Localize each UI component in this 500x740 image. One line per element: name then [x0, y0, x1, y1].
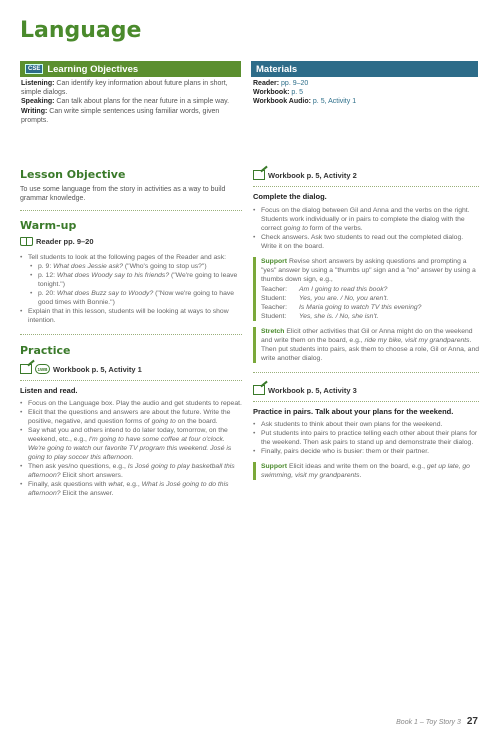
material-workbook-audio: Workbook Audio: p. 5, Activity 1	[253, 98, 357, 106]
activity-3-subhead: Practice in pairs. Talk about your plans for the weekend.	[253, 407, 454, 416]
warm-up-resource: Reader pp. 9–20	[20, 237, 242, 246]
workbook-icon	[20, 364, 32, 374]
stretch-box	[253, 327, 479, 363]
activity-2-list	[253, 206, 479, 251]
list-item: • Tell students to look at the following pages of the Reader and ask:	[20, 253, 242, 262]
list-item: • p. 20: What does Buzz say to Woody? ("Now we're going to have good times with Bonnie.")	[20, 289, 242, 307]
list-item: • Focus on the Language box. Play the audio and get students to repeat.	[20, 399, 242, 408]
list-item: • Finally, ask questions with what, e.g., What is José going to do this afternoon? Elicit the answer.	[20, 480, 242, 498]
dialog-line: Teacher: Is Maria going to watch TV this evening?	[261, 304, 422, 311]
divider	[20, 334, 242, 335]
divider	[20, 380, 242, 381]
list-item: • p. 9: What does Jessie ask? ("Who's going to stop us?")	[20, 262, 242, 271]
divider	[253, 401, 479, 402]
list-item: • Check answers. Ask two students to read out the completed dialog. Write it on the board.	[253, 233, 479, 251]
warm-up-heading: Warm-up	[20, 219, 77, 233]
practice-heading: Practice	[20, 344, 71, 358]
divider	[20, 210, 242, 211]
list-item: • Focus on the dialog between Gil and Anna and the verbs on the right. Students work individually or in pairs to complete the dialog with the correct going to form of the verbs.	[253, 206, 479, 233]
list-item: • p. 12: What does Woody say to his friends? ("We're going to leave tonight.")	[20, 271, 242, 289]
support-box	[253, 257, 479, 321]
activity-3-list	[253, 420, 479, 456]
list-item: • Put students into pairs to practice telling each other about their plans for the weekend. Then ask pairs to stand up and demonstrate their dialog.	[253, 429, 479, 447]
cse-badge: CSE	[25, 64, 43, 74]
learning-objectives-header	[20, 61, 241, 77]
list-item: • Then ask yes/no questions, e.g., Is José going to play basketball this afternoon? Elicit short answers.	[20, 462, 242, 480]
practice-subhead: Listen and read.	[20, 386, 78, 396]
workbook-icon	[253, 385, 265, 395]
activity-2-resource: Workbook p. 5, Activity 2	[253, 170, 479, 180]
material-workbook: Workbook: p. 5	[253, 89, 304, 97]
activity-2-subhead: Complete the dialog.	[253, 192, 327, 201]
divider	[253, 372, 479, 373]
book-title: Book 1 – Toy Story 3	[396, 719, 461, 726]
list-item: • Explain that in this lesson, students will be looking at ways to show intention.	[20, 307, 242, 325]
warm-up-list	[20, 253, 242, 325]
page-number: 27	[466, 716, 478, 727]
lesson-objective-text: To use some language from the story in activities as a way to build grammar knowledge.	[20, 186, 226, 203]
dialog-line: Student: Yes, you are. / No, you aren't.	[261, 295, 389, 302]
practice-resource: 1WB Workbook p. 5, Activity 1	[20, 364, 242, 374]
objective-listening: Listening: Can identify key information about future plans in short, simple dialogs.	[21, 80, 228, 97]
divider	[253, 186, 479, 187]
material-reader: Reader: pp. 9–20	[253, 80, 309, 87]
dialog-line: Student: Yes, she is. / No, she isn't.	[261, 313, 379, 320]
audio-icon: 1WB	[35, 364, 50, 374]
activity-3-resource: Workbook p. 5, Activity 3	[253, 385, 479, 395]
page-footer	[396, 716, 478, 727]
dialog-line: Teacher: Am I going to read this book?	[261, 286, 388, 293]
left-column	[20, 168, 242, 498]
support-text: Support Revise short answers by asking questions and prompting a "yes" answer by using a "thumbs up" sign and a "no" answer by using a thumbs down sign, e.g.,	[261, 258, 476, 283]
learning-objectives-list	[21, 79, 241, 125]
list-item: • Finally, pairs decide who is busier: them or their partner.	[253, 447, 479, 456]
materials-header: Materials	[251, 61, 478, 77]
support-text: Support Elicit ideas and write them on the board, e.g., get up late, go swimming, visit my grandparents.	[261, 463, 470, 479]
lesson-objective-heading: Lesson Objective	[20, 168, 126, 181]
right-column	[253, 170, 479, 480]
stretch-text: Stretch Elicit other activities that Gil or Anna might do on the weekend and write them on the board, e.g., ride my bike, visit my grandparents. Then put students into pairs, ask them to choose a role, Gil or Anna, and write another dialog.	[261, 328, 480, 362]
practice-list	[20, 399, 242, 498]
support-box	[253, 462, 479, 480]
materials-list	[253, 79, 478, 107]
page-title: Language	[20, 18, 142, 43]
objective-writing: Writing: Can write simple sentences using familiar words, given prompts.	[21, 107, 220, 124]
objective-speaking: Speaking: Can talk about plans for the near future in a simple way.	[21, 98, 230, 106]
list-item: • Ask students to think about their own plans for the weekend.	[253, 420, 479, 429]
learning-objectives-title: Learning Objectives	[47, 63, 139, 75]
list-item: • Say what you and others intend to do later today, tomorrow, on the weekend, etc., e.g., I'm going to have some coffee at four o'clock. We're going to watch our favorite TV program this weekend. José is going to play soccer this afternoon.	[20, 426, 242, 462]
workbook-icon	[253, 170, 265, 180]
list-item: • Elicit that the questions and answers are about the future. Write the positive, negative, and question forms of going to on the board.	[20, 408, 242, 426]
book-icon	[20, 237, 33, 246]
